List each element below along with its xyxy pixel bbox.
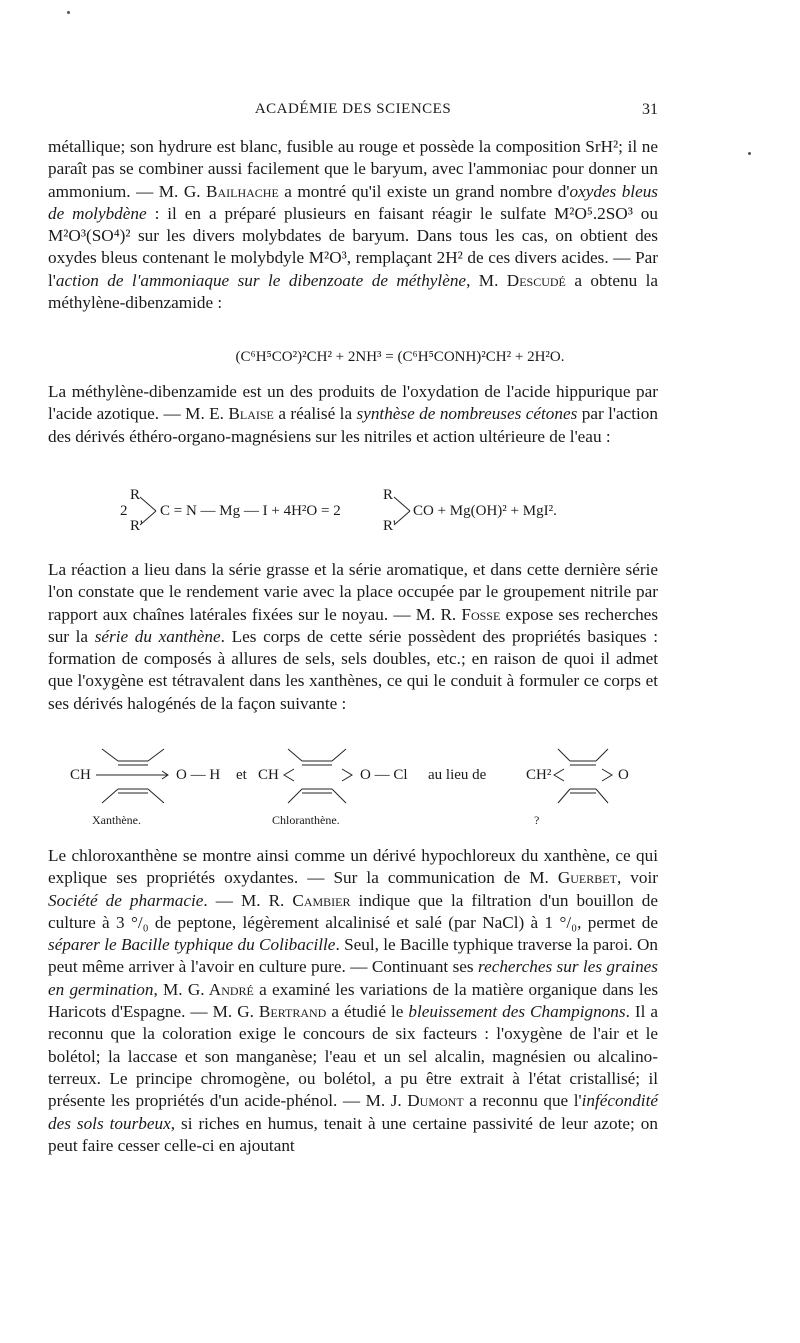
caption-chloranthene: Chloranthène. [272,813,340,827]
caption-xanthene: Xanthène. [92,813,141,827]
para2-text: a réalisé la [273,404,357,424]
para4-text: . Seul, le Bacille typhique traverse la paroi. On peut même arriver à l'avoir en culture pure. — Continuant ses [48,935,658,977]
running-title: ACADÉMIE DES SCIENCES [254,101,452,117]
author-blaise: M. E. Blaise [185,404,274,424]
equation-right: CO + Mg(OH)² + MgI². [413,503,557,519]
italic-phrase: infécondité des sols tourbeux [48,1091,658,1133]
para1-text: : il en a préparé plusieurs en faisant réagir le sulfate M²O⁵.2SO³ ou M²O³(SO⁴)² sur les divers molybdates de baryum. Dans tous les cas, on obtient des oxydes bleus contenant le molybdyle M²O³, remplaçant 2H² de ces divers acides. — Par l' [48,203,658,290]
para1-text: a montré qu'il existe un grand nombre d' [278,181,570,201]
para4-text: a examiné les variations de la matière organique dans les Haricots d'Espagne. — [48,979,659,1022]
para4-text: a reconnu que l' [463,1091,582,1111]
italic-phrase: oxydes bleus de molybdène [48,181,658,223]
coefficient: 2 [120,503,128,519]
para1-text: métallique; son hydrure est blanc, fusible au rouge et possède la composition SrH²; il ne paraît pas se combiner aussi facilement que le baryum, avec l'ammoniac pour donner un ammonium. — [48,137,658,201]
para4-text: , [153,979,164,999]
radical-r-prime: R' [130,518,143,534]
connector-et: et [236,767,247,783]
formula-o: O [618,767,629,783]
formula-oh: O — H [176,767,221,783]
italic-phrase: séparer le Bacille typhique du Colibacille [48,935,336,955]
xanthene-structure [92,745,176,809]
equation-middle: C = N — Mg — I + 4H²O = 2 [160,503,341,519]
radical-r: R [130,487,141,503]
connector-au-lieu-de: au lieu de [428,767,487,783]
radical-r: R [383,487,394,503]
pyran-structure [552,745,616,809]
formula-ch: CH [70,767,91,783]
para4-text: indique que la filtration d'un bouillon de culture à 3 °/₀ de peptone, légèrement alcalinisé et salé (par NaCl) à 1 °/₀, permet de [48,890,659,932]
italic-phrase: série du xanthène [94,626,221,646]
italic-phrase: bleuissement des Champignons [408,1002,626,1022]
paragraph-3 [48,559,658,715]
equation-dibenzamide: (C⁶H⁵CO²)²CH² + 2NH³ = (C⁶H⁵CONH)²CH² + 2H²O. [235,349,565,365]
para3-text: . Les corps de cette série possèdent des propriétés basiques : formation de composés à allures de sels, sels doubles, etc.; en raison de quoi il admet que l'oxygène est tétravalent dans les xanthènes, ce qui le conduit à formuler ce corps et ses dérivés halogénés de la façon suivante : [48,626,658,713]
author-dumont: M. J. Dumont [365,1091,464,1111]
page-header [48,101,658,121]
para2-text: La méthylène-dibenzamide est un des produits de l'oxydation de l'acide hippurique par l'acide azotique. — [48,382,658,424]
para4-text: Le chloroxanthène se montre ainsi comme un dérivé hypochloreux du xanthène, ce qui explique ses propriétés oxydantes. — Sur la communication de [48,846,658,888]
para4-text: , si riches en humus, tenait à une certaine passivité de leur azote; on peut faire cesser celle-ci en ajoutant [48,1113,658,1155]
bond-wedge [392,493,412,529]
italic-phrase: recherches sur les graines en germination [48,957,658,999]
paragraph-1 [48,136,658,314]
paragraph-4 [48,845,658,1157]
para1-text: , [466,270,479,290]
author-guerbet: M. Guerbet [529,868,617,888]
para3-text: expose ses recherches sur la [48,604,659,646]
para1-text: a obtenu la méthylène-dibenzamide : [48,270,659,313]
author-cambier: M. R. Cambier [240,890,351,910]
author-andre: M. G. André [163,979,254,999]
author-bertrand: M. G. Bertrand [212,1002,327,1022]
bond-wedge [138,493,158,529]
author-fosse: M. R. Fosse [415,604,501,624]
chloranthene-structure [280,745,360,809]
scan-speck [67,11,70,14]
paragraph-2 [48,381,658,448]
radical-r-prime: R' [383,518,396,534]
formula-ch: CH [258,767,279,783]
italic-phrase: synthèse de nombreuses cétones [356,404,578,424]
italic-phrase: Société de pharmacie [48,890,204,910]
equation-grignard-nitrile [120,487,680,535]
xanthene-formulas [60,745,660,825]
scan-speck [748,152,751,155]
page-number: 31 [642,101,658,118]
para4-text: a étudié le [326,1002,409,1022]
caption-unknown: ? [534,813,540,827]
author-descude: M. Descudé [478,270,566,290]
para3-text: La réaction a lieu dans la série grasse et la série aromatique, et dans cette dernière série l'on constate que le rendement varie avec la place occupée par le groupement nitrile par rapport aux chaînes latérales fixées sur le noyau. — [48,560,658,624]
para4-text: . Il a reconnu que la coloration exige le concours de six facteurs : l'oxygène de l'air et le bolétol; la laccase et son manganèse; l'eau et un sel alcalin, magnésien ou alcalino-terreux. Le principe chromogène, ou bolétol, a pu être extrait à l'état cristallisé; il présente les propriétés d'un acide-phénol. — [48,1002,658,1111]
formula-ocl: O — Cl [360,767,408,783]
author-bailhache: M. G. Bailhache [158,181,279,201]
italic-phrase: action de l'ammoniaque sur le dibenzoate de méthylène [55,270,467,290]
para4-text: . — [203,890,241,910]
formula-ch2: CH² [526,767,552,783]
para2-text: par l'action des dérivés éthéro-organo-magnésiens sur les nitriles et action ultérieure de l'eau : [48,404,658,446]
para4-text: , voir [616,868,658,888]
